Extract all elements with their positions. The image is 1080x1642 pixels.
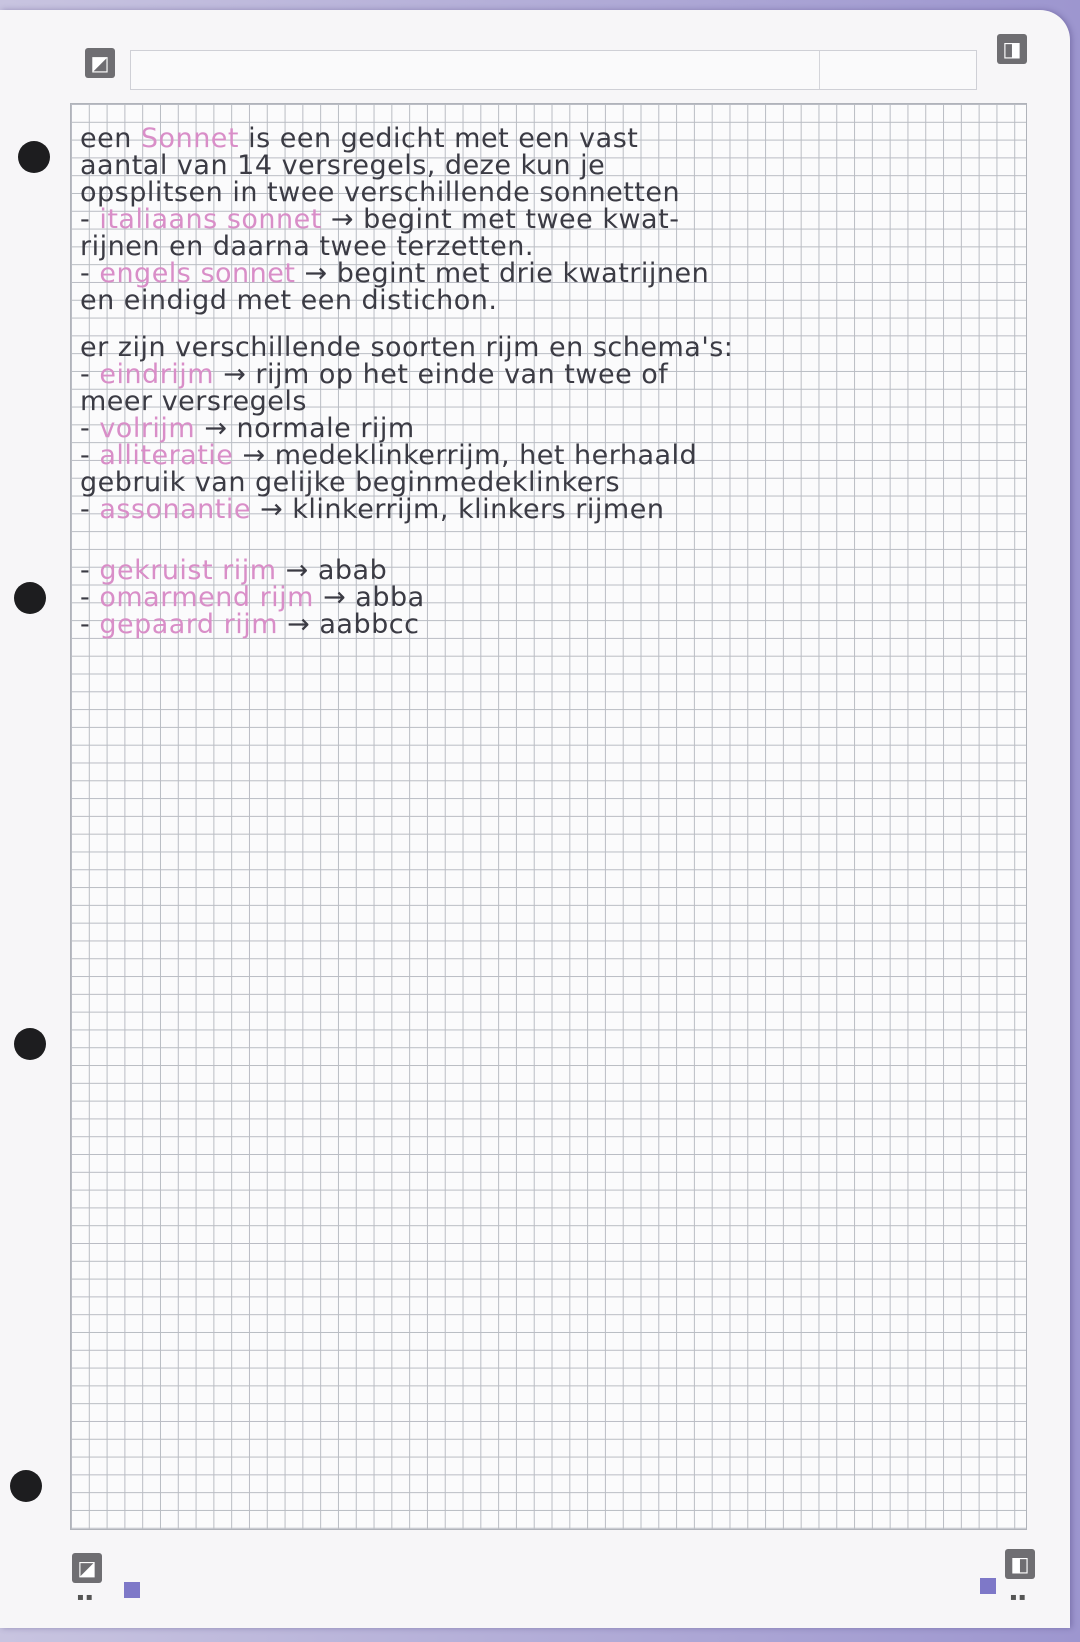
note-line [80, 415, 1020, 442]
text: een [80, 123, 141, 154]
text: - [80, 609, 100, 640]
note-line: meer versregels [80, 386, 307, 417]
term-highlight: assonantie [99, 494, 251, 525]
text: - [80, 440, 100, 471]
note-line [80, 361, 1020, 388]
text: → abba [313, 582, 425, 613]
term-highlight: eindrijm [99, 359, 215, 390]
text: is een gedicht met een vast [239, 123, 639, 154]
punch-hole [10, 1470, 42, 1502]
note-line: er zijn verschillende soorten rijm en schema's: [80, 332, 734, 363]
note-line [80, 260, 1020, 287]
text: - [80, 582, 100, 613]
color-chip [980, 1578, 996, 1594]
text: → medeklinkerrijm, het herhaald [233, 440, 698, 471]
note-line: opsplitsen in twee verschillende sonnetten [80, 177, 681, 208]
note-line [80, 584, 1020, 611]
note-line: en eindigd met een distichon. [80, 285, 498, 316]
note-line: rijnen en daarna twee terzetten. [80, 231, 534, 262]
note-line [80, 611, 1020, 638]
term-highlight: alliteratie [99, 440, 234, 471]
term-highlight: Sonnet [140, 123, 240, 154]
term-highlight: gekruist rijm [99, 555, 277, 586]
text: - [80, 413, 100, 444]
notebook-corner-icon: ◪ [72, 1553, 102, 1583]
notebook-corner-icon: ◧ [1005, 1549, 1035, 1579]
note-line [80, 206, 1020, 233]
term-highlight: engels sonnet [99, 258, 296, 289]
header-field [130, 50, 977, 90]
text: → rijm op het einde van twee of [214, 359, 669, 390]
text: → begint met drie kwatrijnen [295, 258, 710, 289]
note-line [80, 496, 1020, 523]
notebook-corner-icon: ◨ [997, 34, 1027, 64]
term-highlight: italiaans sonnet [99, 204, 322, 235]
note-line: gebruik van gelijke beginmedeklinkers [80, 467, 621, 498]
punch-hole [14, 582, 46, 614]
term-highlight: omarmend rijm [99, 582, 314, 613]
text: → normale rijm [195, 413, 415, 444]
term-highlight: volrijm [99, 413, 196, 444]
text: - [80, 555, 100, 586]
handwritten-notes [80, 125, 1020, 638]
text: → klinkerrijm, klinkers rijmen [251, 494, 665, 525]
bars-icon: ▪▪ [77, 1592, 95, 1603]
text: - [80, 494, 100, 525]
text: → aabbcc [278, 609, 420, 640]
note-line: aantal van 14 versregels, deze kun je [80, 150, 606, 181]
note-line [80, 442, 1020, 469]
notebook-corner-icon: ◩ [85, 48, 115, 78]
punch-hole [18, 141, 50, 173]
note-line [80, 125, 1020, 152]
text: → begint met twee kwat- [321, 204, 680, 235]
text: - [80, 359, 100, 390]
bars-icon: ▪▪ [1010, 1592, 1028, 1603]
term-highlight: gepaard rijm [99, 609, 279, 640]
color-chip [124, 1582, 140, 1598]
punch-hole [14, 1028, 46, 1060]
header-divider [819, 51, 820, 89]
note-line [80, 557, 1020, 584]
text: - [80, 204, 100, 235]
text: → abab [276, 555, 388, 586]
text: - [80, 258, 100, 289]
